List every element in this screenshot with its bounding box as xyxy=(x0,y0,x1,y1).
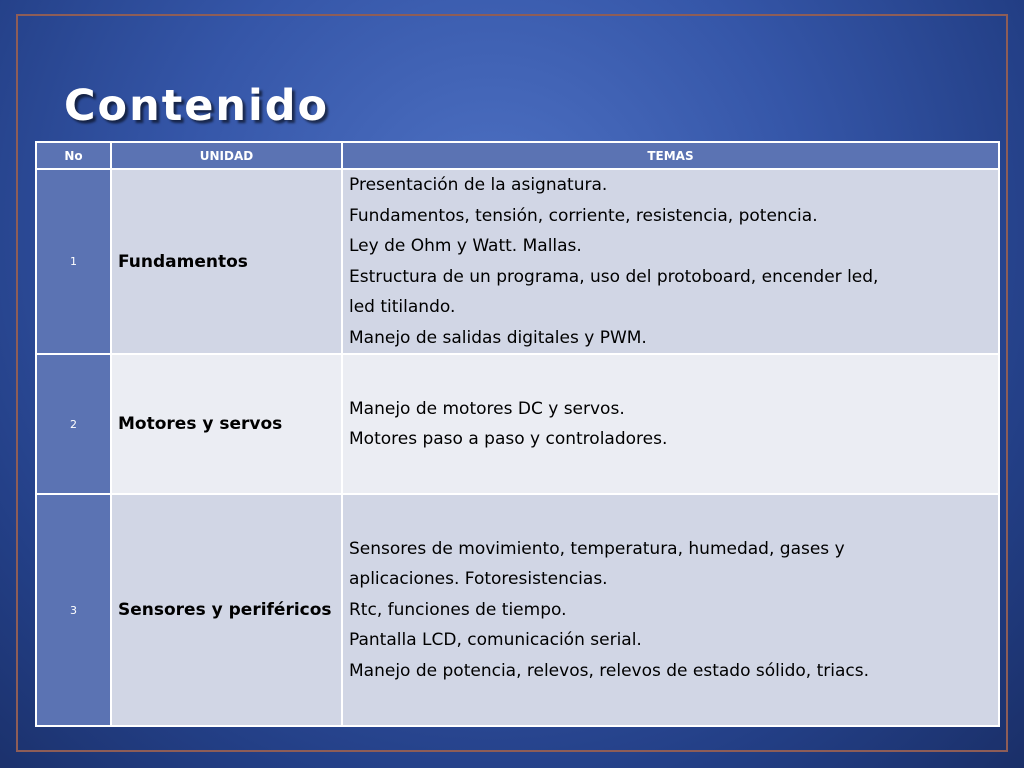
topic-line: Motores paso a paso y controladores. xyxy=(349,429,668,449)
topic-line: Rtc, funciones de tiempo. xyxy=(349,599,567,620)
topic-line: Ley de Ohm y Watt. Mallas. xyxy=(349,236,582,256)
topic-line: Presentación de la asignatura. xyxy=(349,175,608,195)
content-table xyxy=(35,141,1000,727)
topic-line: Manejo de motores DC y servos. xyxy=(349,398,625,419)
unit-name: Sensores y periféricos xyxy=(111,494,342,726)
header-temas: TEMAS xyxy=(342,142,999,169)
topic-line: Manejo de potencia, relevos, relevos de estado sólido, triacs. xyxy=(349,660,870,681)
table-row xyxy=(36,494,999,726)
table-row xyxy=(36,169,999,354)
table-row xyxy=(36,354,999,494)
unit-name: Motores y servos xyxy=(111,354,342,494)
row-number: 3 xyxy=(36,494,111,726)
topic-line: Estructura de un programa, uso del protoboard, encender led, xyxy=(349,266,879,287)
slide-title: Contenido xyxy=(64,81,330,131)
topic-line: led titilando. xyxy=(349,297,456,317)
topics-cell xyxy=(342,494,999,726)
topic-line: Manejo de salidas digitales y PWM. xyxy=(349,327,647,348)
topics-cell xyxy=(342,169,999,354)
table-header-row xyxy=(36,142,999,169)
row-number: 2 xyxy=(36,354,111,494)
row-number: 1 xyxy=(36,169,111,354)
topic-line: aplicaciones. Fotoresistencias. xyxy=(349,569,608,590)
topic-line: Pantalla LCD, comunicación serial. xyxy=(349,630,642,651)
header-no: No xyxy=(36,142,111,169)
header-unidad: UNIDAD xyxy=(111,142,342,169)
topic-line: Sensores de movimiento, temperatura, humedad, gases y xyxy=(349,538,845,559)
topics-cell xyxy=(342,354,999,494)
unit-name: Fundamentos xyxy=(111,169,342,354)
topic-line: Fundamentos, tensión, corriente, resistencia, potencia. xyxy=(349,205,818,226)
